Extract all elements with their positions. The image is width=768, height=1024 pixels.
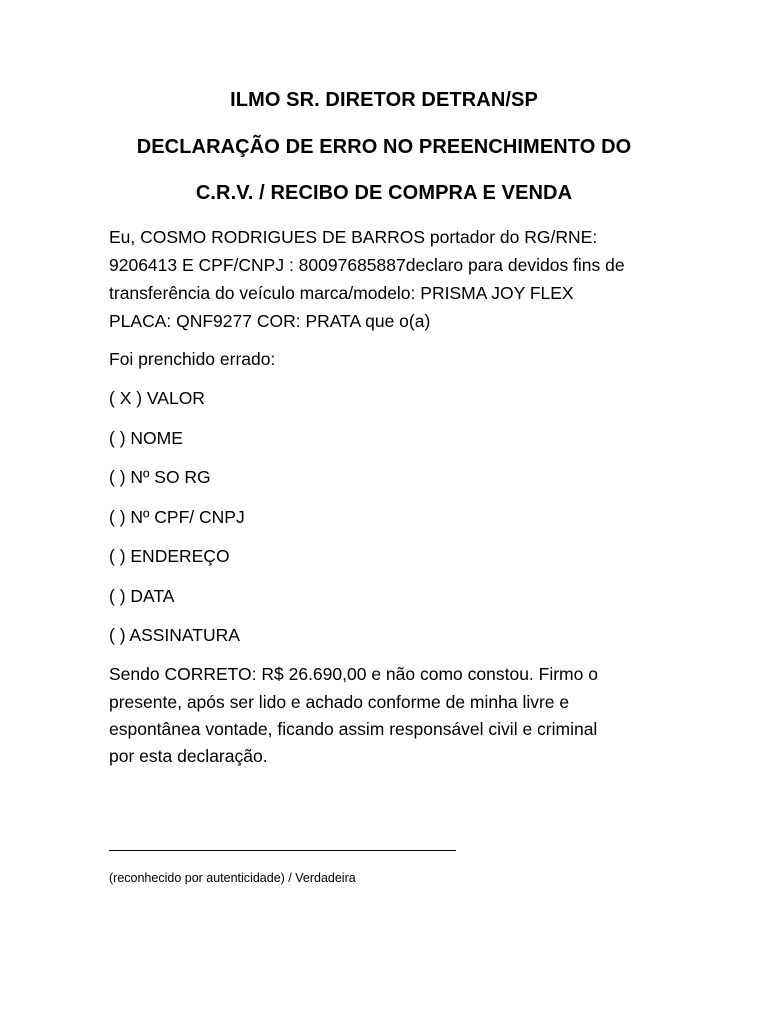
option-cpf-cnpj: ( ) Nº CPF/ CNPJ	[109, 507, 245, 527]
intro-text-line: transferência do veículo marca/modelo: PRISMA JOY FLEX	[109, 283, 574, 303]
document-title-line-2: C.R.V. / RECIBO DE COMPRA E VENDA	[195, 182, 573, 204]
option-valor: ( X ) VALOR	[109, 388, 205, 408]
option-rg: ( ) Nº SO RG	[109, 467, 211, 487]
option-nome: ( ) NOME	[109, 428, 183, 448]
document-header-addressee: ILMO SR. DIRETOR DETRAN/SP	[230, 89, 538, 111]
option-data: ( ) DATA	[109, 586, 175, 606]
conclusion-text-line: por esta declaração.	[109, 746, 268, 766]
option-endereco: ( ) ENDEREÇO	[109, 546, 230, 566]
intro-text-line: 9206413 E CPF/CNPJ : 80097685887declaro para devidos fins de	[109, 255, 625, 275]
intro-text-line: Eu, COSMO RODRIGUES DE BARROS portador do RG/RNE:	[109, 227, 598, 247]
intro-text-line: PLACA: QNF9277 COR: PRATA que o(a)	[109, 311, 431, 331]
option-assinatura: ( ) ASSINATURA	[109, 625, 240, 645]
conclusion-text-line: Sendo CORRETO: R$ 26.690,00 e não como constou. Firmo o	[109, 664, 598, 684]
document-title-line-1: DECLARAÇÃO DE ERRO NO PREENCHIMENTO DO	[136, 136, 632, 158]
signature-line	[109, 850, 456, 851]
signature-note: (reconhecido por autenticidade) / Verdadeira	[109, 871, 356, 885]
filled-wrong-label: Foi prenchido errado:	[109, 349, 276, 369]
conclusion-text-line: presente, após ser lido e achado conforme de minha livre e	[109, 692, 570, 712]
conclusion-text-line: espontânea vontade, ficando assim responsável civil e criminal	[109, 719, 598, 739]
